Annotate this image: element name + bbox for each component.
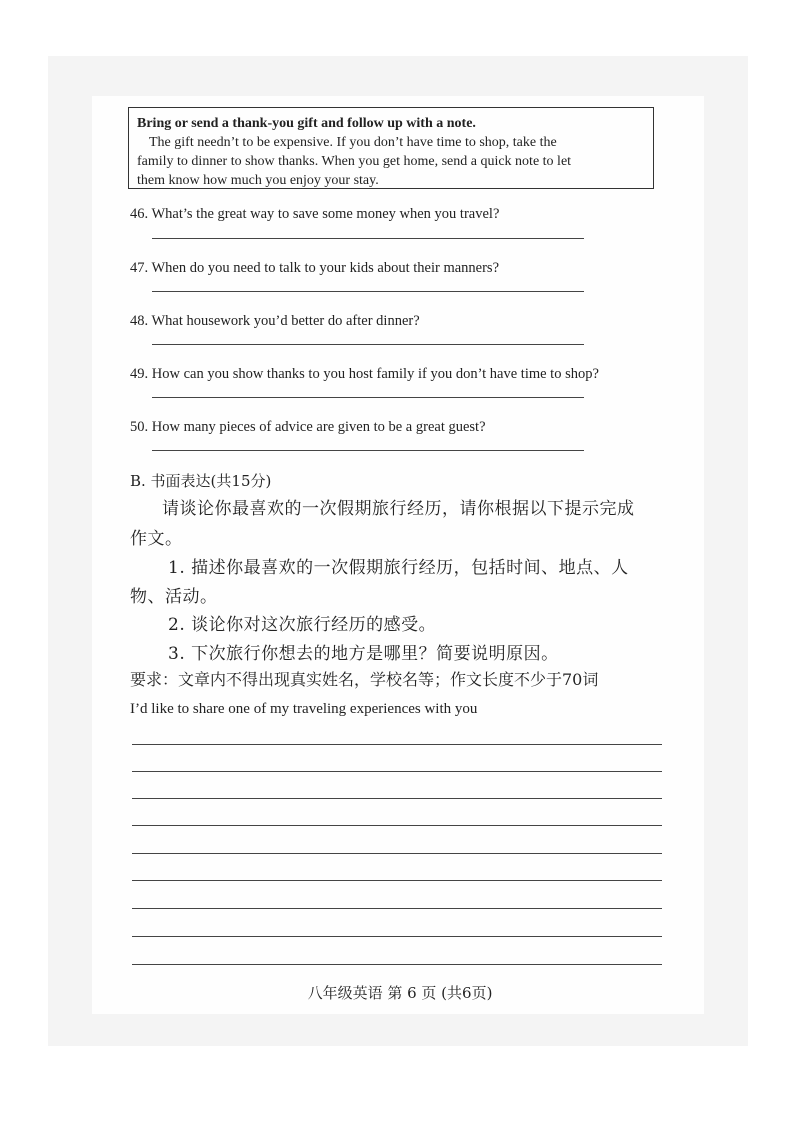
writing-line[interactable]	[132, 771, 662, 772]
writing-line[interactable]	[132, 853, 662, 854]
writing-line[interactable]	[132, 936, 662, 937]
writing-requirements: 要求：文章内不得出现真实姓名，学校名等；作文长度不少于70词	[130, 670, 599, 689]
writing-prompt-line: 请谈论你最喜欢的一次假期旅行经历，请你根据以下提示完成	[162, 499, 635, 519]
writing-line[interactable]	[132, 880, 662, 881]
writing-prompt-line: 物、活动。	[130, 587, 218, 607]
answer-line-48[interactable]	[152, 344, 584, 345]
writing-line[interactable]	[132, 908, 662, 909]
notice-line: them know how much you enjoy your stay.	[137, 173, 379, 188]
writing-section-title: B. 书面表达(共15分)	[130, 472, 272, 490]
essay-opening-sentence: I’d like to share one of my traveling experiences with you	[130, 701, 478, 717]
writing-line[interactable]	[132, 744, 662, 745]
writing-prompt-item-3: 3. 下次旅行你想去的地方是哪里？简要说明原因。	[168, 644, 559, 664]
answer-line-49[interactable]	[152, 397, 584, 398]
answer-line-46[interactable]	[152, 238, 584, 239]
writing-prompt-line: 作文。	[130, 529, 183, 549]
answer-line-47[interactable]	[152, 291, 584, 292]
question-47: 47. When do you need to talk to your kids about their manners?	[130, 260, 499, 276]
writing-line[interactable]	[132, 964, 662, 965]
question-48: 48. What housework you’d better do after dinner?	[130, 313, 420, 329]
notice-line: family to dinner to show thanks. When you get home, send a quick note to let	[137, 154, 572, 169]
writing-line[interactable]	[132, 798, 662, 799]
notice-title: Bring or send a thank-you gift and follow up with a note.	[137, 116, 476, 131]
question-50: 50. How many pieces of advice are given to be a great guest?	[130, 419, 486, 435]
writing-prompt-item-2: 2. 谈论你对这次旅行经历的感受。	[168, 615, 437, 635]
writing-prompt-item-1: 1. 描述你最喜欢的一次假期旅行经历，包括时间、地点、人	[168, 558, 629, 578]
page-footer: 八年级英语 第 6 页 (共6页)	[307, 984, 493, 1002]
reading-notice-box	[128, 107, 654, 189]
notice-line: The gift needn’t to be expensive. If you don’t have time to shop, take the	[149, 135, 557, 150]
question-46: 46. What’s the great way to save some money when you travel?	[130, 206, 500, 222]
question-49: 49. How can you show thanks to you host family if you don’t have time to shop?	[130, 366, 599, 382]
answer-line-50[interactable]	[152, 450, 584, 451]
writing-line[interactable]	[132, 825, 662, 826]
